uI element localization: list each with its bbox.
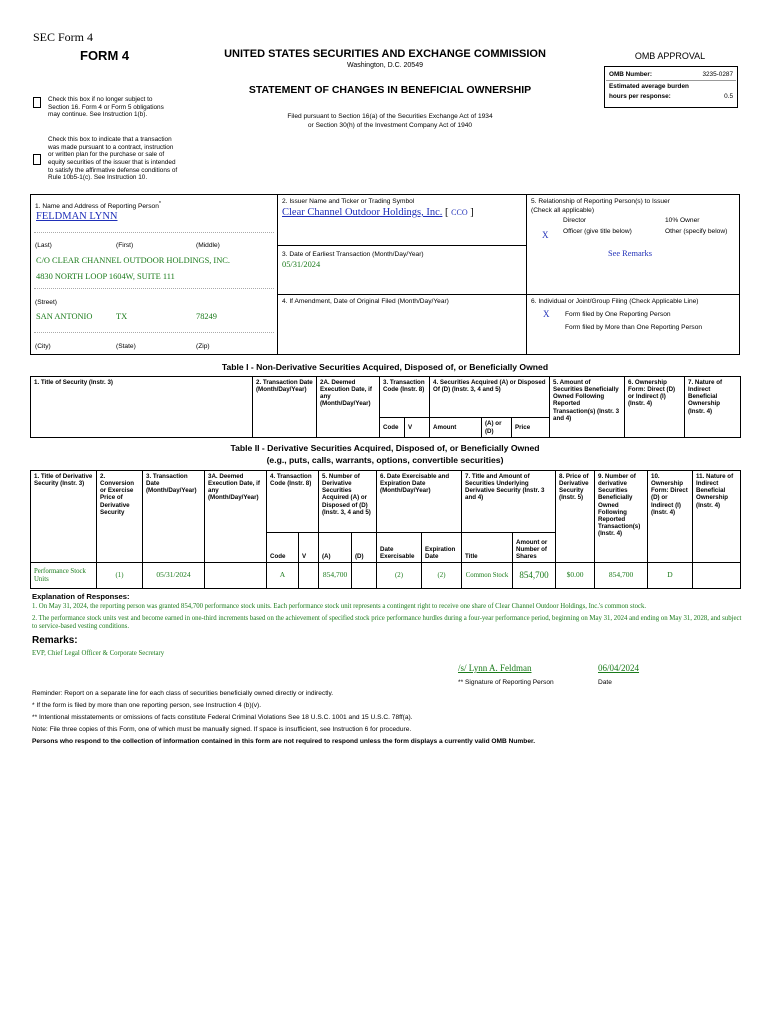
t1-sub-amount: Amount [430, 418, 482, 438]
reporting-person-name[interactable]: FELDMAN LYNN [36, 211, 118, 222]
zip-value: 78249 [196, 312, 217, 321]
t2-col-number: 5. Number of Derivative Securities Acquired (A) or Disposed of (D) (Instr. 3, 4 and 5) [319, 471, 377, 533]
footer-criminal-note: ** Intentional misstatements or omissions of facts constitute Federal Criminal Violations See 18 U.S.C. 1001 and 15 U.S.C. 78ff(a). [32, 714, 413, 721]
t2-row-price: $0.00 [556, 563, 595, 589]
officer-mark: X [542, 230, 549, 240]
t2-sub-v: V [299, 533, 319, 563]
filed-pursuant-2: or Section 30(h) of the Investment Company Act of 1940 [307, 122, 473, 129]
t2-row-acquired: 854,700 [319, 563, 352, 589]
last-label: (Last) [35, 242, 52, 249]
t2-row-security: Performance Stock Units [31, 563, 97, 589]
t1-sub-v: V [405, 418, 430, 438]
table-2-title-2: (e.g., puts, calls, warrants, options, convertible securities) [266, 455, 504, 465]
t2-sub-expiration: Expiration Date [422, 533, 462, 563]
t2-row-v [299, 563, 319, 589]
t1-col-ownership-form: 6. Ownership Form: Direct (D) or Indirect (I) (Instr. 4) [625, 377, 685, 438]
filed-pursuant-1: Filed pursuant to Section 16(a) of the Securities Exchange Act of 1934 [287, 113, 493, 120]
t2-sub-code: Code [267, 533, 299, 563]
see-remarks-link[interactable]: See Remarks [608, 249, 652, 258]
omb-number-label: OMB Number: [609, 71, 652, 78]
footer-copies-note: Note: File three copies of this Form, one of which must be manually signed. If space is insufficient, see Instruction 6 for procedure. [32, 726, 412, 733]
omb-hours-value: 0.5 [724, 93, 733, 100]
omb-approval-title: OMB APPROVAL [634, 51, 706, 61]
t2-sub-exercisable: Date Exercisable [377, 533, 422, 563]
t1-sub-code: Code [380, 418, 405, 438]
t2-row-conversion[interactable]: (1) [97, 563, 143, 589]
statement-title: STATEMENT OF CHANGES IN BENEFICIAL OWNERSHIP [248, 84, 532, 96]
explanation-label: Explanation of Responses: [32, 592, 130, 601]
explanation-note-2: 2. The performance stock units vest and become earned in one-third increments based on the achievement of specified stock price performance hurdles during a four-year performance period, beginning on May 31, 2024 and ending on May 31, 2028, and subject to service-based vesting conditions. [32, 615, 742, 631]
issuer-name-ticker: Clear Channel Outdoor Holdings, Inc. [ CCO ] [282, 207, 474, 218]
t2-col-underlying: 7. Title and Amount of Securities Underlying Derivative Security (Instr. 3 and 4) [462, 471, 556, 533]
remarks-label: Remarks: [32, 635, 78, 646]
explanation-note-1: 1. On May 31, 2024, the reporting person was granted 854,700 performance stock units. Each performance stock unit represents a contingent right to receive one share of Clear Channel Outdoor Holdings, Inc.'s common stock. [32, 603, 647, 610]
t2-row-underlying-title: Common Stock [462, 563, 513, 589]
commission-location: Washington, D.C. 20549 [346, 62, 423, 69]
table-2 [30, 470, 741, 589]
form-number: FORM 4 [80, 48, 130, 63]
t1-col-deemed: 2A. Deemed Execution Date, if any (Month/Day/Year) [317, 377, 380, 438]
t2-col-price: 8. Price of Derivative Security (Instr. 5) [556, 471, 595, 563]
t2-row-underlying-amount: 854,700 [513, 563, 556, 589]
t2-col-date: 3. Transaction Date (Month/Day/Year) [143, 471, 205, 563]
t2-row-date: 05/31/2024 [143, 563, 205, 589]
commission-title: UNITED STATES SECURITIES AND EXCHANGE COMMISSION [224, 48, 546, 60]
earliest-transaction-label: 3. Date of Earliest Transaction (Month/Day/Year) [282, 251, 424, 258]
t1-col-title: 1. Title of Security (Instr. 3) [31, 377, 253, 438]
filing-label: 6. Individual or Joint/Group Filing (Check Applicable Line) [531, 298, 699, 305]
omb-number-value: 3235-0287 [702, 71, 733, 78]
checkbox-no-longer-subject[interactable] [33, 95, 41, 112]
t1-col-date: 2. Transaction Date (Month/Day/Year) [253, 377, 317, 438]
relationship-sub-label: (Check all applicable) [531, 207, 595, 214]
t1-col-nature: 7. Nature of Indirect Beneficial Ownership (Instr. 4) [685, 377, 741, 438]
remarks-text: EVP, Chief Legal Officer & Corporate Secretary [32, 650, 165, 657]
zip-label: (Zip) [196, 343, 210, 350]
t2-col-nature: 11. Nature of Indirect Beneficial Ownership (Instr. 4) [693, 471, 741, 563]
address-line-2: 4830 NORTH LOOP 1604W, SUITE 111 [36, 272, 175, 281]
t2-col-owned: 9. Number of derivative Securities Beneficially Owned Following Reported Transaction(s) (Instr. 4) [595, 471, 648, 563]
t2-col-exercisable: 6. Date Exercisable and Expiration Date (Month/Day/Year) [377, 471, 462, 533]
checkbox-10b5-1-label: Check this box to indicate that a transaction was made pursuant to a contract, instruction or written plan for the purchase or sale of equity securities of the issuer that is intended to satisfy the affirmative defense conditions of Rule 10b5-1(c). See Instruction 10. [48, 136, 178, 182]
officer-option: Officer (give title below) [563, 228, 632, 235]
signature-name: /s/ Lynn A. Feldman [458, 663, 532, 673]
city-value: SAN ANTONIO [36, 312, 93, 321]
filing-mark: X [543, 309, 550, 319]
amendment-label: 4. If Amendment, Date of Original Filed (Month/Day/Year) [282, 298, 449, 305]
issuer-label: 2. Issuer Name and Ticker or Trading Symbol [282, 198, 415, 205]
address-line-1: C/O CLEAR CHANNEL OUTDOOR HOLDINGS, INC. [36, 256, 230, 265]
footer-omb-note: Persons who respond to the collection of information contained in this form are not required to respond unless the form displays a currently valid OMB Number. [32, 738, 536, 745]
state-label: (State) [116, 343, 136, 350]
t2-sub-d: (D) [352, 533, 377, 563]
state-value: TX [116, 312, 128, 321]
t2-row-expiration[interactable]: (2) [422, 563, 462, 589]
director-option: Director [563, 217, 587, 224]
table-1 [30, 376, 741, 438]
t2-col-code: 4. Transaction Code (Instr. 8) [267, 471, 319, 533]
t2-col-form: 10. Ownership Form: Direct (D) or Indirect (I) (Instr. 4) [648, 471, 693, 563]
city-label: (City) [35, 343, 51, 350]
table-row [31, 563, 741, 589]
footer-reminder: Reminder: Report on a separate line for each class of securities beneficially owned directly or indirectly. [32, 690, 334, 697]
t1-sub-price: Price [512, 418, 550, 438]
t2-sub-a: (A) [319, 533, 352, 563]
t2-row-exercisable[interactable]: (2) [377, 563, 422, 589]
filing-one-person: Form filed by One Reporting Person [565, 311, 671, 318]
table-2-title-1: Table II - Derivative Securities Acquired, Disposed of, or Beneficially Owned [230, 443, 540, 453]
t2-row-code: A [267, 563, 299, 589]
street-label: (Street) [35, 299, 57, 306]
issuer-name-link[interactable]: Clear Channel Outdoor Holdings, Inc. [282, 207, 443, 218]
sec-form-label: SEC Form 4 [33, 30, 94, 44]
t2-col-conversion: 2. Conversion or Exercise Price of Derivative Security [97, 471, 143, 563]
t2-sub-amount: Amount or Number of Shares [513, 533, 556, 563]
t2-col-title: 1. Title of Derivative Security (Instr. 3) [31, 471, 97, 563]
t1-col-amount-owned: 5. Amount of Securities Beneficially Owned Following Reported Transaction(s) (Instr. 3 and 4) [550, 377, 625, 438]
signature-date-label: Date [598, 679, 612, 686]
middle-label: (Middle) [196, 242, 220, 249]
issuer-ticker-link[interactable]: CCO [451, 208, 468, 217]
ten-percent-option: 10% Owner [665, 217, 700, 224]
first-label: (First) [116, 242, 134, 249]
t1-col-acquired: 4. Securities Acquired (A) or Disposed Of (D) (Instr. 3, 4 and 5) [430, 377, 550, 418]
omb-burden-label: Estimated average burden [609, 83, 689, 90]
reporting-person-label: 1. Name and Address of Reporting Person* [35, 201, 162, 211]
t2-row-owned: 854,700 [595, 563, 648, 589]
t2-row-form: D [648, 563, 693, 589]
t2-row-deemed [205, 563, 267, 589]
omb-hours-label: hours per response: [609, 93, 671, 100]
earliest-transaction-date: 05/31/2024 [282, 260, 321, 269]
table-1-title: Table I - Non-Derivative Securities Acquired, Disposed of, or Beneficially Owned [221, 362, 549, 372]
t2-sub-title: Title [462, 533, 513, 563]
signature-name-label: ** Signature of Reporting Person [458, 679, 554, 686]
checkbox-10b5-1[interactable] [33, 152, 41, 169]
checkbox-no-longer-subject-label: Check this box if no longer subject to Section 16. Form 4 or Form 5 obligations may continue. See Instruction 1(b). [48, 96, 164, 119]
other-option: Other (specify below) [665, 228, 728, 235]
relationship-label: 5. Relationship of Reporting Person(s) to Issuer [531, 198, 670, 205]
signature-date: 06/04/2024 [598, 663, 640, 673]
t2-row-nature [693, 563, 741, 589]
t1-sub-aord: (A) or (D) [482, 418, 512, 438]
footer-asterisk-note: * If the form is filed by more than one reporting person, see Instruction 4 (b)(v). [32, 702, 262, 709]
t2-row-disposed [352, 563, 377, 589]
t2-col-deemed: 3A. Deemed Execution Date, if any (Month/Day/Year) [205, 471, 267, 563]
filing-more-persons: Form filed by More than One Reporting Person [565, 324, 703, 331]
t1-col-code: 3. Transaction Code (Instr. 8) [380, 377, 430, 418]
